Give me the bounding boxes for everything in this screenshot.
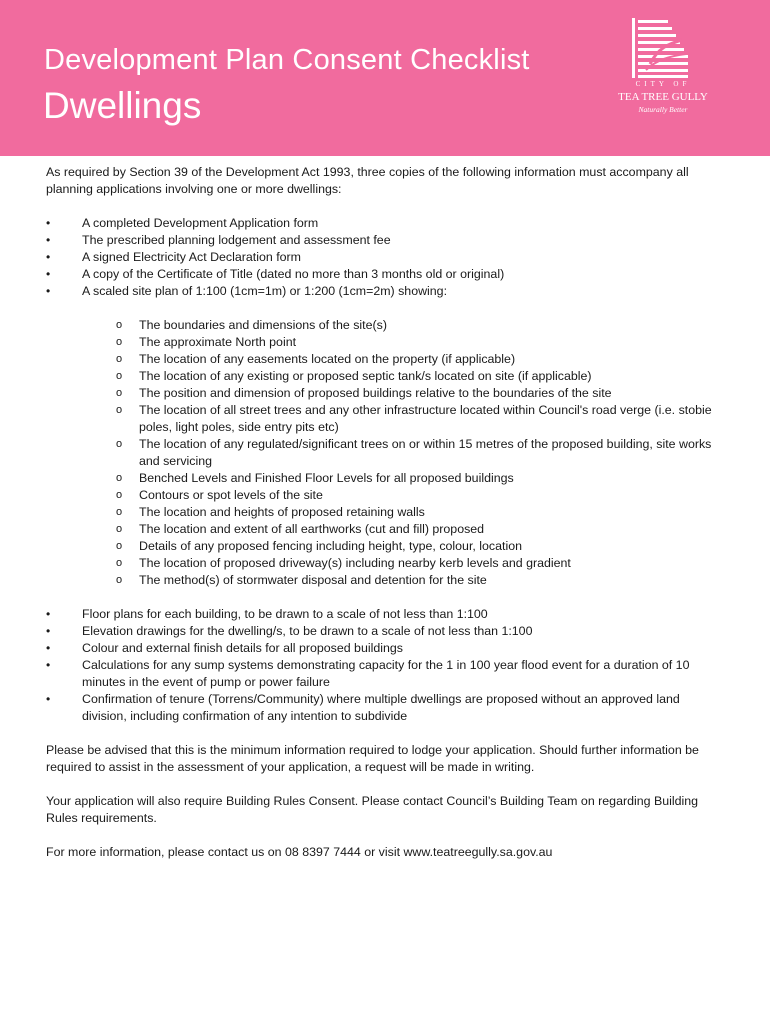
- sub-list-item-text: The boundaries and dimensions of the site(s): [139, 318, 387, 332]
- required-items-list: [46, 215, 716, 300]
- document-subtitle: Dwellings: [43, 85, 202, 126]
- spacer: [46, 725, 716, 742]
- sub-list-item-text: The approximate North point: [139, 335, 297, 349]
- list-item-text: The prescribed planning lodgement and assessment fee: [82, 233, 391, 247]
- list-item: [46, 232, 716, 249]
- sub-list-item-text: The location of any regulated/significant trees on or within 15 metres of the proposed building, site works and servicing: [139, 437, 712, 468]
- circle-bullet-icon: o: [116, 540, 123, 552]
- sub-list-item: [46, 385, 716, 402]
- sub-list-item: [46, 538, 716, 555]
- bullet-icon: •: [46, 233, 51, 247]
- circle-bullet-icon: o: [116, 438, 123, 450]
- list-item-text: Colour and external finish details for all proposed buildings: [82, 641, 403, 655]
- sub-list-item-text: Benched Levels and Finished Floor Levels for all proposed buildings: [139, 471, 514, 485]
- sub-list-item-text: The location and extent of all earthworks (cut and fill) proposed: [139, 522, 485, 536]
- sub-list-item-text: The location of proposed driveway(s) including nearby kerb levels and gradient: [139, 556, 571, 570]
- circle-bullet-icon: o: [116, 523, 123, 535]
- circle-bullet-icon: o: [116, 336, 123, 348]
- list-item-text: A completed Development Application form: [82, 216, 319, 230]
- sub-list-item: [46, 487, 716, 504]
- sub-list-item-text: Contours or spot levels of the site: [139, 488, 323, 502]
- minimum-information-paragraph: Please be advised that this is the minimum information required to lodge your application. Should further information be required to assist in the assessment of your application, a request will be made in writing.: [46, 743, 699, 774]
- additional-items-list: [46, 606, 716, 725]
- list-item-text: Elevation drawings for the dwelling/s, to be drawn to a scale of not less than 1:100: [82, 624, 533, 638]
- bullet-icon: •: [46, 641, 51, 655]
- circle-bullet-icon: o: [116, 387, 123, 399]
- intro-paragraph: As required by Section 39 of the Development Act 1993, three copies of the following information must accompany all planning applications involving one or more dwellings:: [46, 165, 689, 196]
- bullet-icon: •: [46, 267, 51, 281]
- sub-list-item: [46, 351, 716, 368]
- sub-list-item-text: The position and dimension of proposed buildings relative to the boundaries of the site: [139, 386, 612, 400]
- list-item: [46, 249, 716, 266]
- list-item: [46, 283, 716, 300]
- council-logo: [608, 18, 718, 128]
- logo-tagline: Naturally Better: [638, 105, 688, 114]
- logo-council-name: TEA TREE GULLY: [618, 91, 708, 103]
- sub-list-item-text: The method(s) of stormwater disposal and detention for the site: [139, 573, 487, 587]
- bullet-icon: •: [46, 284, 51, 298]
- checklist-body: [46, 164, 716, 878]
- sub-list-item: [46, 317, 716, 334]
- sub-list-item-text: Details of any proposed fencing including height, type, colour, location: [139, 539, 522, 553]
- sub-list-item: [46, 402, 716, 436]
- list-item: [46, 691, 716, 725]
- building-rules-paragraph: Your application will also require Building Rules Consent. Please contact Council’s Building Team on regarding Building Rules requirements.: [46, 794, 699, 825]
- list-item-text: A copy of the Certificate of Title (dated no more than 3 months old or original): [82, 267, 505, 281]
- sub-list-item-text: The location of all street trees and any other infrastructure located within Council's road verge (i.e. stobie poles, light poles, side entry pits etc): [139, 403, 712, 434]
- contact-paragraph: For more information, please contact us on 08 8397 7444 or visit www.teatreegully.sa.gov.au: [46, 845, 553, 859]
- list-item-text: A scaled site plan of 1:100 (1cm=1m) or 1:200 (1cm=2m) showing:: [82, 284, 448, 298]
- list-item: [46, 266, 716, 283]
- list-item: [46, 657, 716, 691]
- list-item-text: Floor plans for each building, to be drawn to a scale of not less than 1:100: [82, 607, 488, 621]
- list-item-text: A signed Electricity Act Declaration form: [82, 250, 301, 264]
- circle-bullet-icon: o: [116, 574, 123, 586]
- document-title: Development Plan Consent Checklist: [44, 44, 530, 76]
- sub-list-item-text: The location and heights of proposed retaining walls: [139, 505, 425, 519]
- sub-list-item: [46, 470, 716, 487]
- site-plan-requirements-list: [46, 317, 716, 589]
- list-item: [46, 215, 716, 232]
- sub-list-item: [46, 555, 716, 572]
- sub-list-item-text: The location of any existing or proposed septic tank/s located on site (if applicable): [139, 369, 592, 383]
- list-item-text: Confirmation of tenure (Torrens/Community) where multiple dwellings are proposed without an approved land division, including confirmation of any intention to subdivide: [82, 692, 680, 723]
- bullet-icon: •: [46, 692, 51, 706]
- circle-bullet-icon: o: [116, 557, 123, 569]
- bullet-icon: •: [46, 624, 51, 638]
- circle-bullet-icon: o: [116, 370, 123, 382]
- bullet-icon: •: [46, 607, 51, 621]
- bullet-icon: •: [46, 216, 51, 230]
- sub-list-item-text: The location of any easements located on the property (if applicable): [139, 352, 516, 366]
- header-banner: [0, 0, 770, 156]
- sub-list-item: [46, 334, 716, 351]
- circle-bullet-icon: o: [116, 319, 123, 331]
- sub-list-item: [46, 521, 716, 538]
- list-item-text: Calculations for any sump systems demonstrating capacity for the 1 in 100 year flood event for a duration of 10 minutes in the event of pump or power failure: [82, 658, 690, 689]
- circle-bullet-icon: o: [116, 353, 123, 365]
- circle-bullet-icon: o: [116, 489, 123, 501]
- list-item: [46, 623, 716, 640]
- bullet-icon: •: [46, 658, 51, 672]
- circle-bullet-icon: o: [116, 404, 123, 416]
- bullet-icon: •: [46, 250, 51, 264]
- list-item: [46, 640, 716, 657]
- sub-list-item: [46, 368, 716, 385]
- circle-bullet-icon: o: [116, 472, 123, 484]
- sub-list-item: [46, 436, 716, 470]
- circle-bullet-icon: o: [116, 506, 123, 518]
- sub-list-item: [46, 504, 716, 521]
- council-logo-icon: [632, 18, 688, 78]
- logo-city-of: CITY OF: [635, 80, 691, 88]
- sub-list-item: [46, 572, 716, 589]
- list-item: [46, 606, 716, 623]
